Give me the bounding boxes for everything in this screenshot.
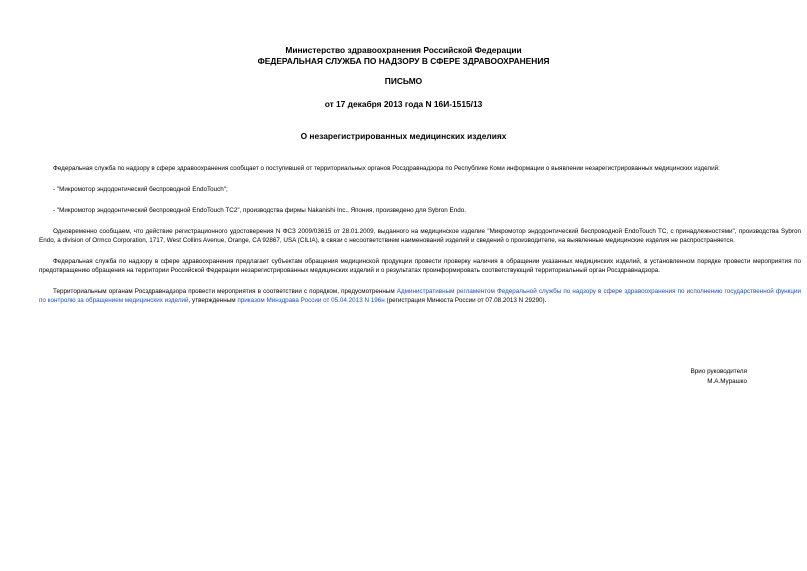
paragraph-intro: Федеральная служба по надзору в сфере здравоохранения сообщает о поступившей от территориальных органов Росздравнадзора по Республике Коми информации о выявлении незарегистрированных медицинских изделий: (53, 165, 720, 172)
signatory-name: М.А.Мурашко (707, 377, 747, 385)
signature-block (691, 367, 747, 386)
paragraph-text: , утвержденным (188, 297, 238, 304)
order-link[interactable]: приказом Минздрава России от 05.04.2013 N 196н (237, 297, 385, 304)
service-title: ФЕДЕРАЛЬНАЯ СЛУЖБА ПО НАДЗОРУ В СФЕРЕ ЗДРАВООХРАНЕНИЯ (257, 55, 550, 66)
ministry-title: Министерство здравоохранения Российской Федерации (285, 45, 522, 55)
paragraph-territorial (39, 287, 801, 305)
paragraph-certificate: Одновременно сообщаем, что действие регистрационного удостоверения N ФСЗ 2009/03615 от 28.01.2009, выданного на медицинское изделие "Микромотор эндодонтический беспроводной EndoTouch TC, с принадлежностями", производства Sybron Endo, a division of Ormco Corporation, 1717, West Collins Avenue, Orange, CA 92867, USA (CILIA), в связи с несоответствием наименований изделий и сведений о производителе, на выявленные медицинские изделия не распространяется. (39, 228, 801, 244)
document-body (39, 164, 801, 305)
regulation-link[interactable]: Административным регламентом Федеральной службы по надзору в сфере здравоохранения по исполнению государственной функции по контролю за обращением медицинских изделий (39, 288, 801, 304)
paragraph-text: Территориальным органам Росздравнадзора провести мероприятия в соответствии с порядком, предусмотренным (53, 288, 397, 295)
list-item: - "Микромотор эндодонтический беспроводной EndoTouch TC2", производства фирмы Nakanishi Inc., Япония, произведено для Sybron Endo. (53, 207, 466, 214)
signatory-position: Врио руководителя (690, 368, 747, 375)
list-item: - "Микромотор эндодонтический беспроводной EndoTouch"; (53, 186, 228, 193)
paragraph-text: (регистрация Минюста России от 07.08.2013 N 29290). (384, 297, 547, 304)
paragraph-proposal: Федеральная служба по надзору в сфере здравоохранения предлагает субъектам обращения медицинской продукции провести проверку наличия в обращении указанных медицинских изделий, в установленном порядке провести мероприятия по предотвращению обращения на территории Российской Федерации незарегистрированных медицинских изделий и о результатах проинформировать соответствующий территориальный орган Росздравнадзора. (39, 258, 801, 274)
document-date-number: от 17 декабря 2013 года N 16И-1515/13 (324, 98, 483, 109)
document-subject: О незарегистрированных медицинских изделиях (300, 131, 507, 141)
document-type: ПИСЬМО (384, 76, 423, 86)
document-header (0, 45, 807, 142)
